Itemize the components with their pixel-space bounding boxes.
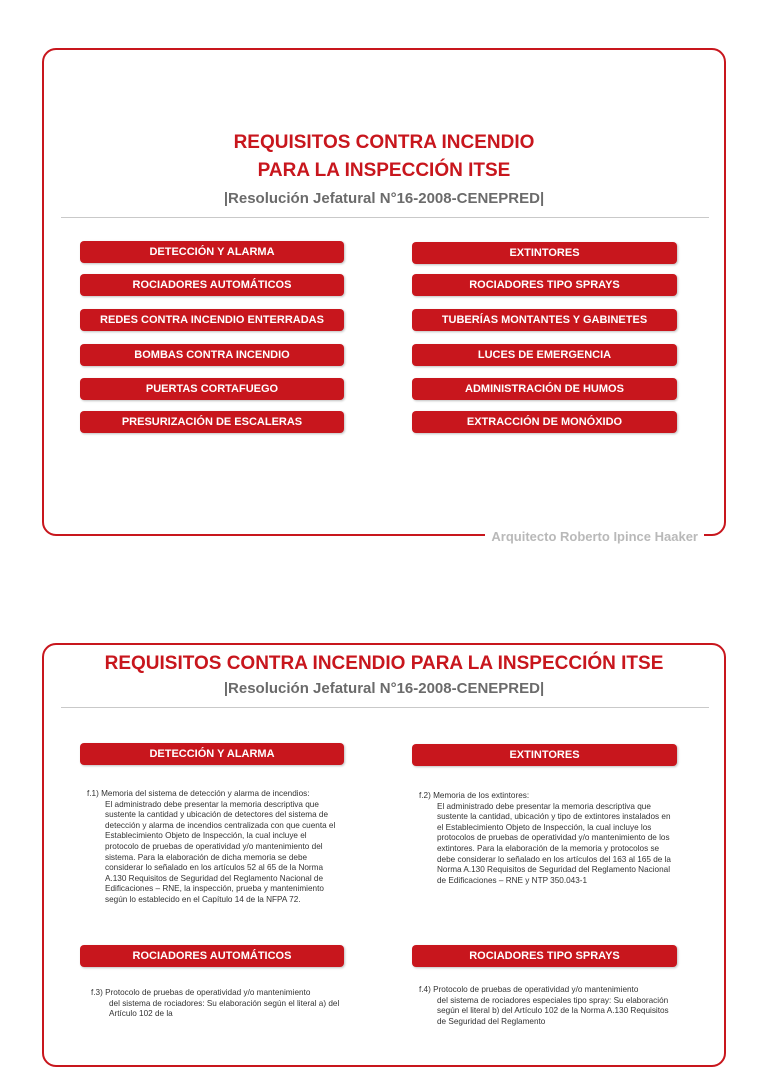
paragraph-rociadores [91,988,346,1020]
paragraph-heading: f.4) Protocolo de pruebas de operatividad y/o mantenimiento [419,985,639,994]
button-rociadores-automaticos[interactable]: ROCIADORES AUTOMÁTICOS [80,274,344,296]
slide-1 [42,48,726,544]
paragraph-body: El administrado debe presentar la memoria descriptiva que sustente la cantidad y ubicación de detectores del sistema de detección y alarma de incendios centralizada con que cuenta el Establecimiento Objeto de Inspección, la cual incluye el protocolo de pruebas de operatividad y/o mantenimiento del sistema. Para la elaboración de dicha memoria se debe considerar lo señalado en los artículos 52 al 65 de la Norma A.130 Requisitos de Seguridad del Reglamento Nacional de Edificaciones – RNE, la inspección, prueba y mantenimiento según lo establecido en el Capítulo 14 de la NFPA 72. [105,799,336,904]
slide-2-title: REQUISITOS CONTRA INCENDIO PARA LA INSPECCIÓN ITSE [104,653,664,674]
button-extintores[interactable]: EXTINTORES [412,744,677,766]
button-rociadores-tipo-sprays[interactable]: ROCIADORES TIPO SPRAYS [412,274,677,296]
paragraph-deteccion [87,789,342,906]
button-presurizacion-escaleras[interactable]: PRESURIZACIÓN DE ESCALERAS [80,411,344,433]
button-tuberias-montantes[interactable]: TUBERÍAS MONTANTES Y GABINETES [412,309,677,331]
divider [61,217,709,218]
slide-1-title-line-1: REQUISITOS CONTRA INCENDIO [233,132,535,153]
slide-1-title-line-2: PARA LA INSPECCIÓN ITSE [257,160,511,181]
button-administracion-humos[interactable]: ADMINISTRACIÓN DE HUMOS [412,378,677,400]
button-deteccion-alarma[interactable]: DETECCIÓN Y ALARMA [80,241,344,263]
author-credit: Arquitecto Roberto Ipince Haaker [485,529,704,544]
slide-2 [42,643,726,1067]
paragraph-heading: f.3) Protocolo de pruebas de operatividad y/o mantenimiento [91,988,311,997]
divider [61,707,709,708]
button-extraccion-monoxido[interactable]: EXTRACCIÓN DE MONÓXIDO [412,411,677,433]
button-redes-contra-incendio[interactable]: REDES CONTRA INCENDIO ENTERRADAS [80,309,344,331]
paragraph-sprays [419,985,674,1027]
paragraph-body: del sistema de rociadores: Su elaboración según el literal a) del Artículo 102 de la [109,998,340,1019]
button-luces-emergencia[interactable]: LUCES DE EMERGENCIA [412,344,677,366]
button-deteccion-alarma[interactable]: DETECCIÓN Y ALARMA [80,743,344,765]
button-bombas-contra-incendio[interactable]: BOMBAS CONTRA INCENDIO [80,344,344,366]
button-rociadores-tipo-sprays[interactable]: ROCIADORES TIPO SPRAYS [412,945,677,967]
paragraph-heading: f.2) Memoria de los extintores: [419,791,530,800]
slide-1-subtitle: |Resolución Jefatural N°16-2008-CENEPRED| [223,190,545,207]
slide-2-subtitle: |Resolución Jefatural N°16-2008-CENEPRED| [223,680,545,697]
button-extintores[interactable]: EXTINTORES [412,242,677,264]
paragraph-body: del sistema de rociadores especiales tipo spray: Su elaboración según el literal b) del Artículo 102 de la Norma A.130 Requisitos de Seguridad del Reglamento [437,995,669,1026]
paragraph-heading: f.1) Memoria del sistema de detección y alarma de incendios: [87,789,310,798]
button-puertas-cortafuego[interactable]: PUERTAS CORTAFUEGO [80,378,344,400]
button-rociadores-automaticos[interactable]: ROCIADORES AUTOMÁTICOS [80,945,344,967]
paragraph-body: El administrado debe presentar la memoria descriptiva que sustente la cantidad, ubicación y tipo de extintores instalados en el Establecimiento Objeto de Inspección, la cual incluye los protocolos de pruebas de operatividad y/o mantenimiento de los extintores. Para la elaboración de la memoria y protocolos se debe considerar lo señalado en los artículos del 163 al 165 de la Norma A.130 Requisitos de Seguridad del Reglamento Nacional de Edificaciones – RNE y NTP 350.043-1 [437,801,671,885]
paragraph-extintores [419,791,674,886]
